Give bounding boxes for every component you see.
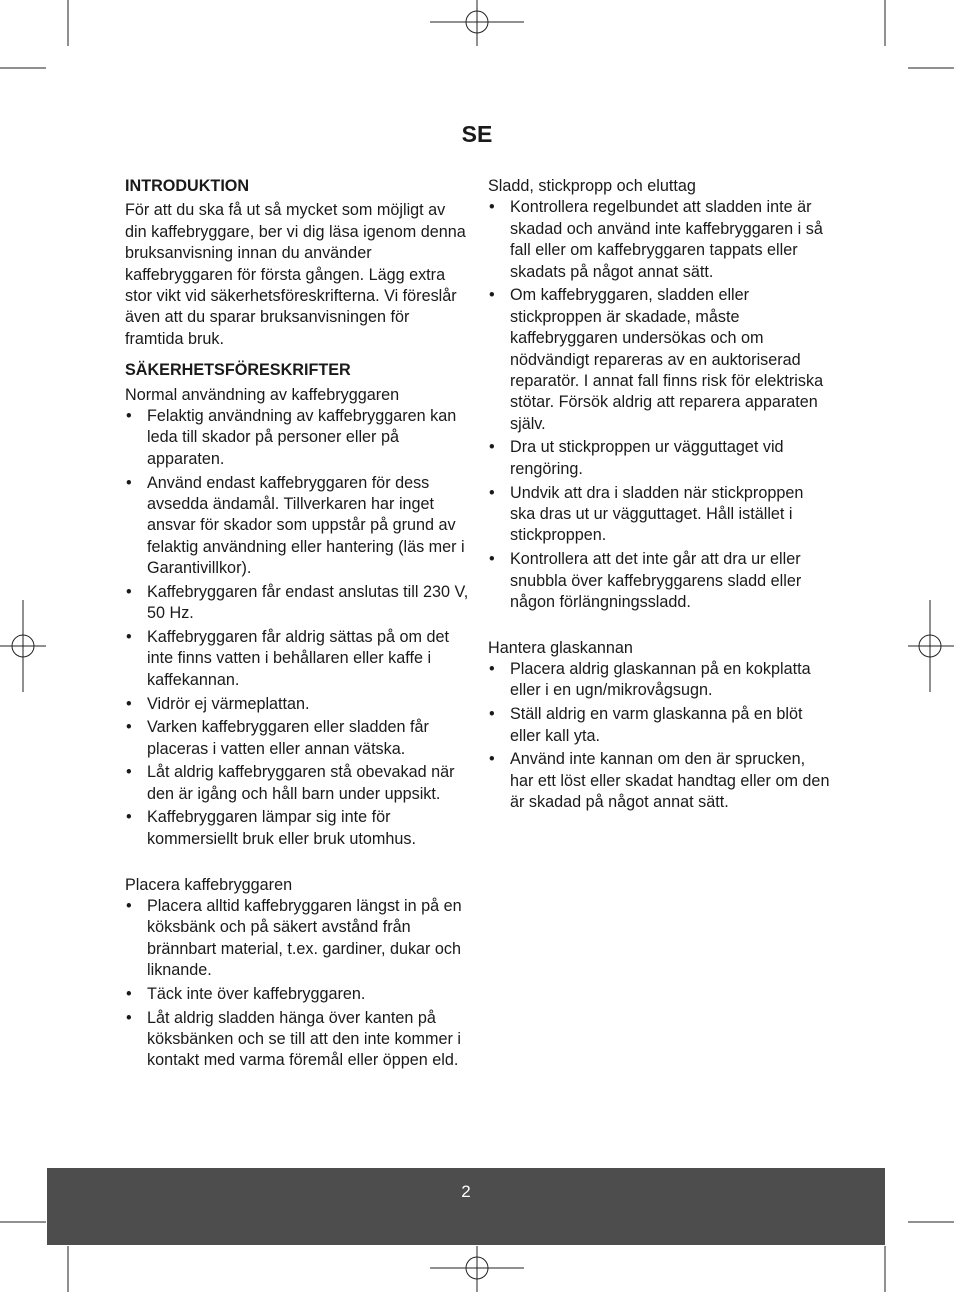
intro-text: För att du ska få ut så mycket som möjligt av din kaffebryggare, ber vi dig läsa igenom denna bruksanvisning innan du använder kaffebryggaren för första gången. Lägg extra stor vikt vid säkerhetsföreskrifterna. Vi föreslår även att du sparar bruksanvisningen för framtida bruk. [125,201,466,348]
glass-heading: Hantera glaskannan [488,638,633,657]
list-item: • Låt aldrig sladden hänga över kanten på köksbänken och se till att den inte kommer i kontakt med varma föremål eller öppen eld. [125,1008,470,1072]
list-item: • Kaffebryggaren får endast anslutas till 230 V, 50 Hz. [125,582,470,625]
list-item: • Dra ut stickproppen ur vägguttaget vid rengöring. [488,437,833,480]
list-item: • Använd endast kaffebryggaren för dess avsedda ändamål. Tillverkaren har inget ansvar för skador som uppstår på grund av felaktig användning eller hantering (läs mer i Garantivillkor). [125,473,470,580]
right-column [488,176,833,816]
list-item: • Kontrollera regelbundet att sladden inte är skadad och använd inte kaffebryggaren i så fall eller om kaffebryggaren tappats eller skadats på något annat sätt. [488,197,833,283]
cord-list [488,197,833,613]
registration-target-left [0,600,46,692]
list-item: • Täck inte över kaffebryggaren. [125,984,470,1005]
list-item: • Placera aldrig glaskannan på en kokplatta eller i en ugn/mikrovågsugn. [488,659,833,702]
placement-list [125,896,470,1072]
list-item: • Om kaffebryggaren, sladden eller stickproppen är skadade, måste kaffebryggaren undersökas och om nödvändigt repareras av en auktoriserad reparatör. I annat fall finns risk för elektriska stötar. Försök aldrig att reparera apparaten själv. [488,285,833,435]
glass-list [488,659,833,813]
list-item: • Varken kaffebryggaren eller sladden får placeras i vatten eller annan vätska. [125,717,470,760]
cord-heading: Sladd, stickpropp och eluttag [488,177,696,195]
list-item: • Kontrollera att det inte går att dra ur eller snubbla över kaffebryggarens sladd eller någon förlängningssladd. [488,549,833,613]
registration-target-bottom [430,1246,524,1292]
list-item: • Använd inte kannan om den är sprucken, har ett löst eller skadat handtag eller om den är skadad på något annat sätt. [488,749,833,813]
left-column [125,176,470,1074]
list-item: • Vidrör ej värmeplattan. [125,694,470,715]
list-item: • Placera alltid kaffebryggaren längst in på en köksbänk och på säkert avstånd från brännbart material, t.ex. gardiner, dukar och liknande. [125,896,470,982]
normal-use-list [125,406,470,850]
safety-title: SÄKERHETSFÖRESKRIFTER [125,361,351,380]
list-item: • Ställ aldrig en varm glaskanna på en blöt eller kall yta. [488,704,833,747]
list-item: • Kaffebryggaren lämpar sig inte för kommersiellt bruk eller bruk utomhus. [125,807,470,850]
footer-bar [47,1168,885,1245]
list-item: • Undvik att dra i sladden när stickproppen ska dras ut ur vägguttaget. Håll istället i stickproppen. [488,483,833,547]
placement-heading: Placera kaffebryggaren [125,875,293,894]
intro-title: INTRODUKTION [125,177,250,195]
page-number: 2 [461,1182,471,1201]
normal-use-heading: Normal användning av kaffebryggaren [125,385,400,404]
list-item: • Felaktig användning av kaffebryggaren kan leda till skador på personer eller på apparaten. [125,406,470,470]
registration-target-top [430,0,524,46]
list-item: • Låt aldrig kaffebryggaren stå obevakad när den är igång och håll barn under uppsikt. [125,762,470,805]
language-code: SE [461,121,493,147]
list-item: • Kaffebryggaren får aldrig sättas på om det inte finns vatten i behållaren eller kaffe i kaffekannan. [125,627,470,691]
registration-target-right [908,600,954,692]
